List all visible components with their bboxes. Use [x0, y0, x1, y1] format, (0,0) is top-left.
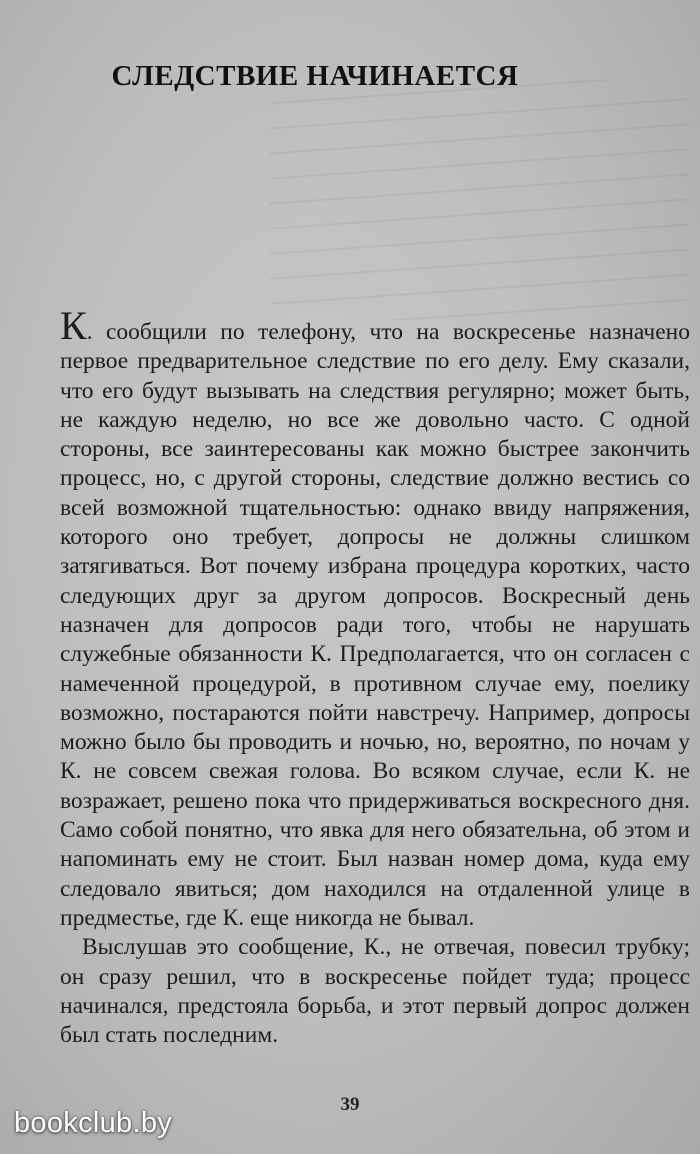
- drop-cap: К: [60, 303, 87, 348]
- paragraph-1: [60, 303, 690, 933]
- paragraph-1-text: . сообщили по телефону, что на воскресенье назначено первое предварительное следствие по его делу. Ему сказали, что его будут вызывать на следствия регулярно; может быть, не каждую неделю, но все же довольно часто. С одной стороны, все заинтересованы как можно быстрее закончить процесс, но, с другой стороны, следствие должно вестись со всей возможной тщательностью: однако ввиду напряжения, которого оно требует, допросы не должны слишком затягиваться. Вот почему избрана процедура коротких, часто следующих друг за другом допросов. Воскресный день назначен для допросов ради того, чтобы не нарушать служебные обязанности К. Предполагается, что он согласен с намеченной процедурой, в противном случае ему, поелику возможно, постараются пойти навстречу. Например, допросы можно было бы проводить и ночью, но, вероятно, по ночам у К. не совсем свежая голова. Во всяком случае, если К. не возражает, решено пока что придерживаться воскресного дня. Само собой понятно, что явка для него обязательна, об этом и напоминать ему не стоит. Был назван номер дома, куда ему следовало явиться; дом находился на отдаленной улице в предместье, где К. еще никогда не бывал.: [60, 319, 690, 931]
- body-text: [60, 303, 690, 1050]
- show-through-texture: [270, 80, 690, 320]
- paragraph-2-text: Выслушав это сообщение, К., не отвечая, повесил трубку; он сразу решил, что в воскресенье пойдет туда; процесс начинался, предстояла борьба, и этот первый допрос должен был стать последним.: [60, 934, 690, 1049]
- watermark: bookclub.by: [14, 1107, 173, 1139]
- page-number: 39: [340, 1094, 360, 1115]
- paragraph-2: [60, 933, 690, 1050]
- chapter-title: СЛЕДСТВИЕ НАЧИНАЕТСЯ: [111, 60, 519, 92]
